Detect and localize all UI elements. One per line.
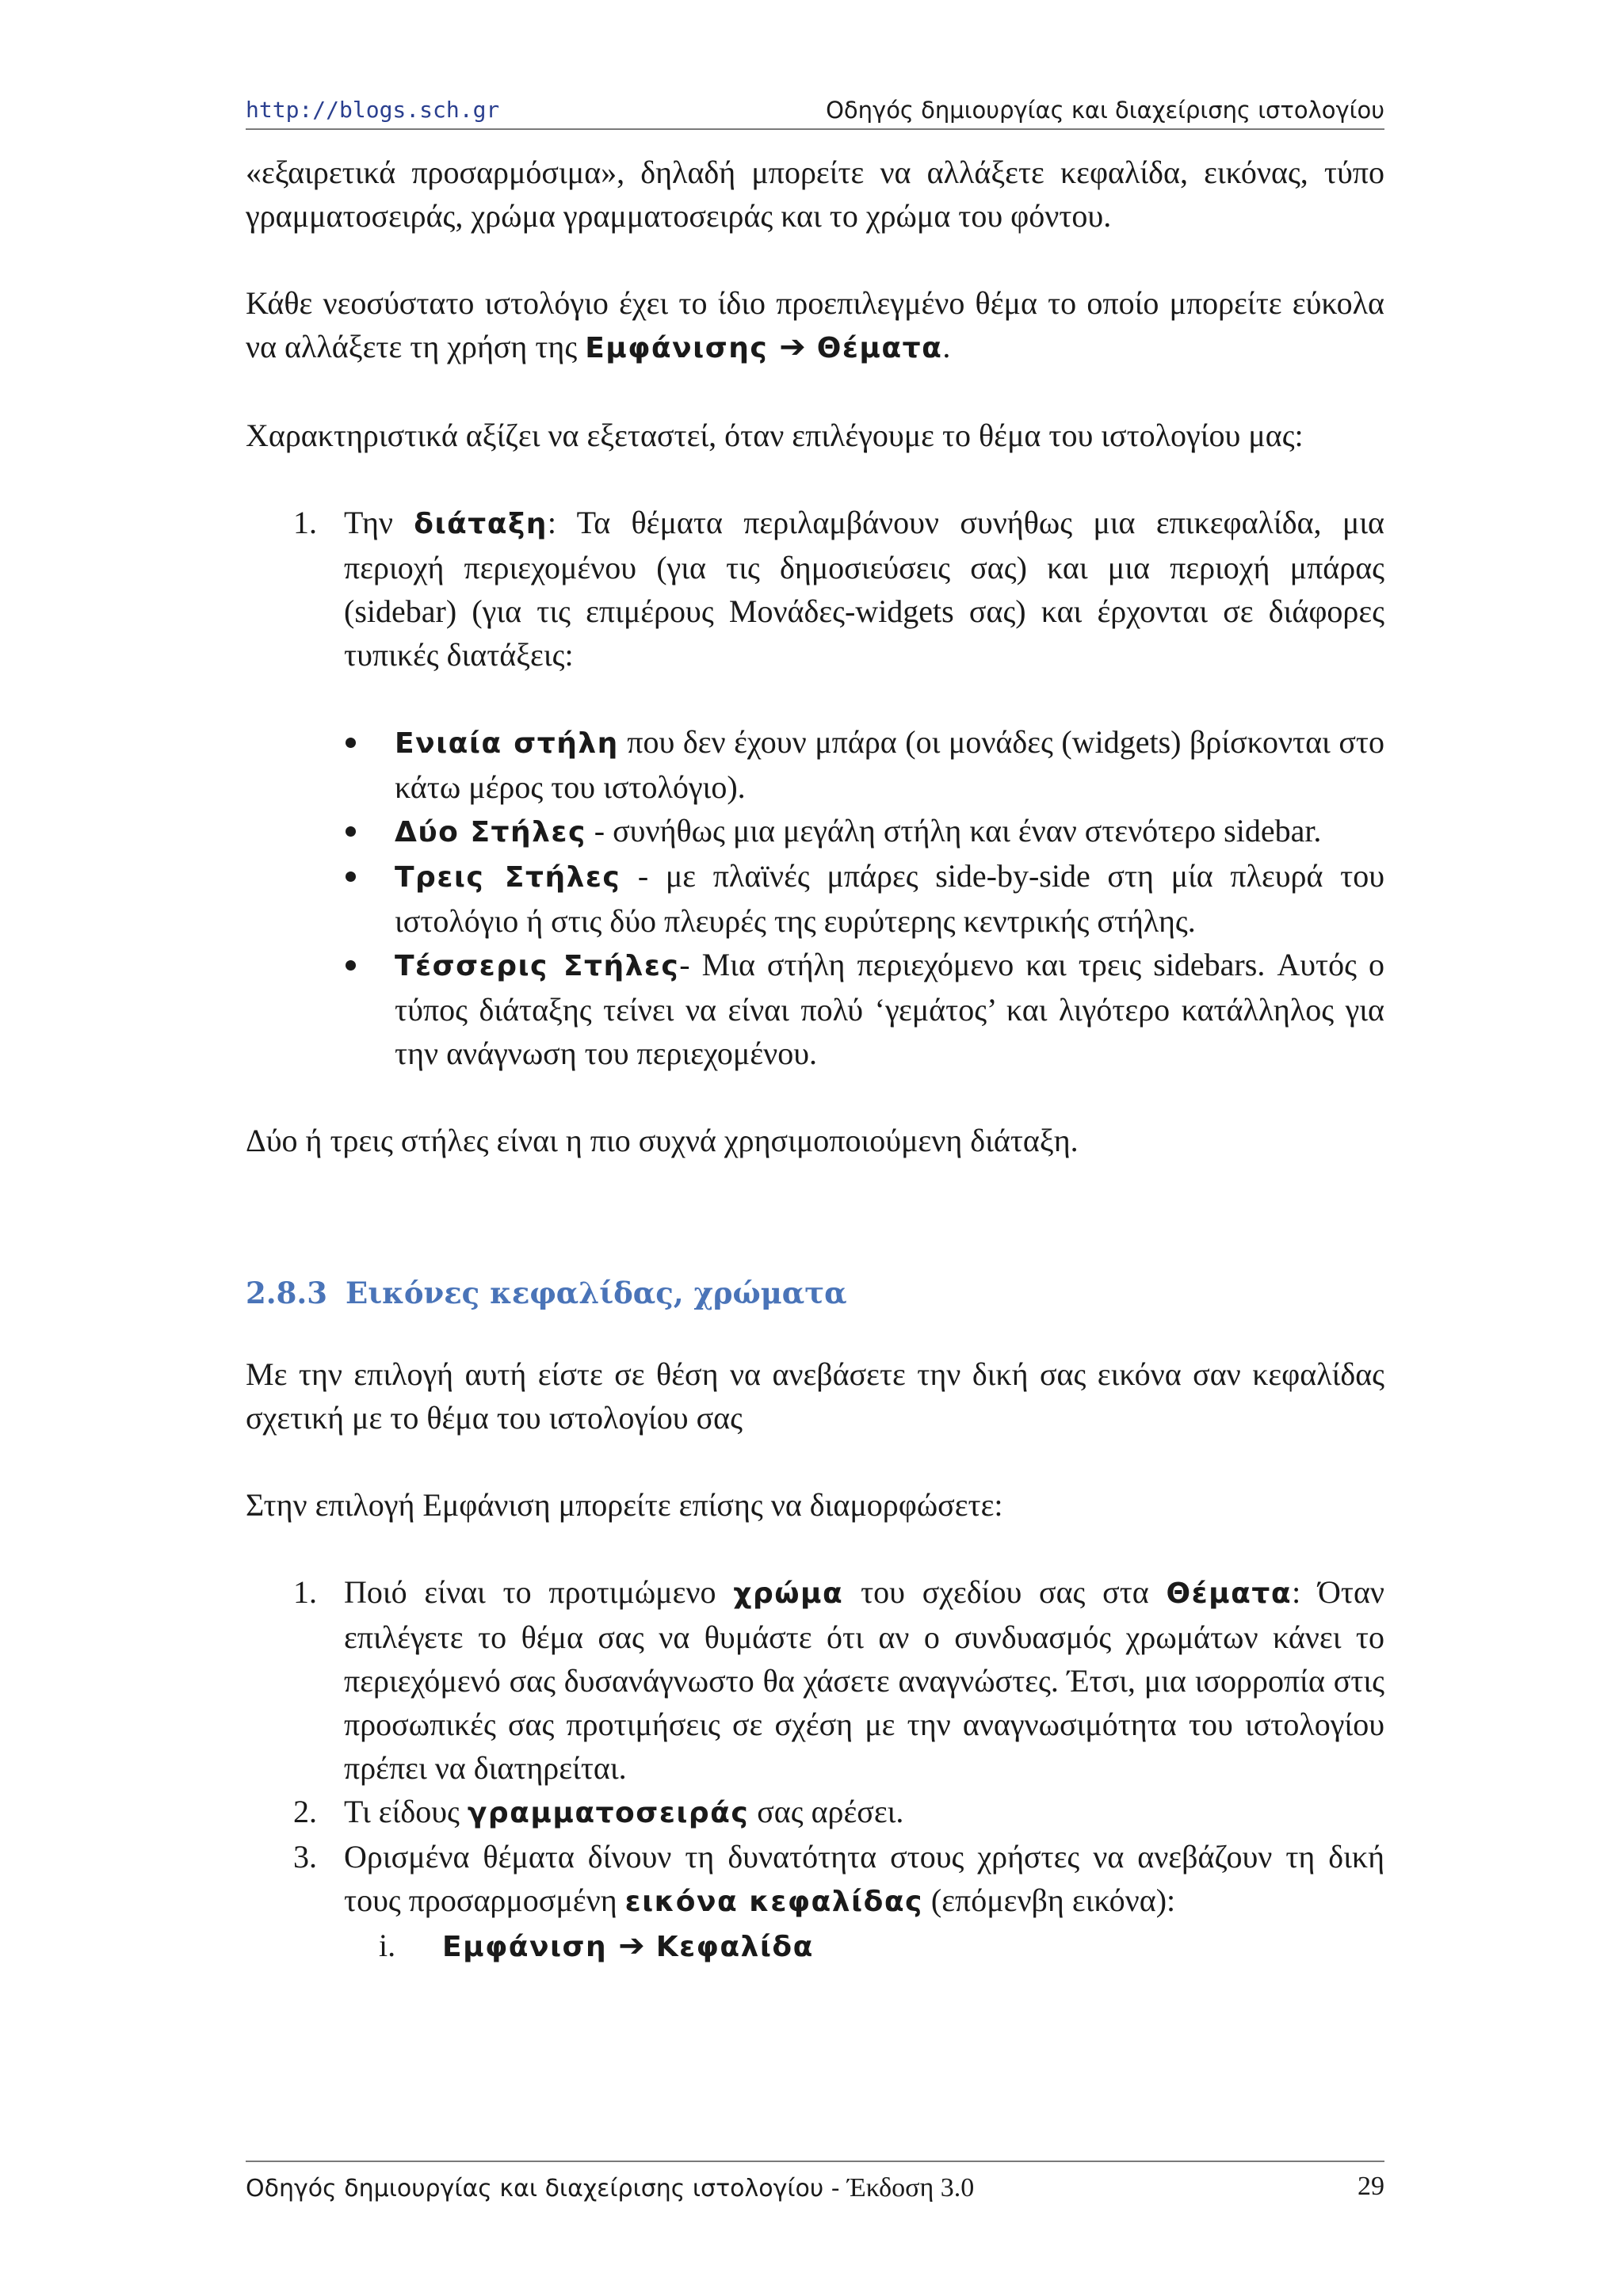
list-item-layout [293, 501, 1385, 677]
list-number: 2. [293, 1794, 317, 1829]
page-number: 29 [1358, 2172, 1384, 2201]
bullet-bold: Ενιαία στήλη [395, 727, 619, 760]
paragraph-default-theme-text: Κάθε νεοσύστατο ιστολόγιο έχει το ίδιο προεπιλεγμένο θέμα το οποίο μπορείτε εύκολα να αλλάξετε τη χρήση της [246, 285, 1384, 364]
bullet-bold: Τέσσερις Στήλες [395, 950, 680, 982]
ordered-list-layout [246, 501, 1384, 677]
arrow-right-icon: ➔ [779, 329, 806, 365]
bullet-item [395, 943, 1384, 1075]
menu-path-themes: Θέματα [816, 332, 943, 364]
section-number: 2.8.3 [246, 1276, 327, 1310]
paragraph-end: . [942, 329, 951, 364]
list-item-mid: του σχεδίου σας στα [843, 1574, 1167, 1610]
list-item-pre: Τι είδους [344, 1794, 468, 1829]
list-item-text: (επόμενβη εικόνα): [922, 1882, 1176, 1918]
bullet-icon [346, 871, 356, 882]
bullet-text: - με πλαϊνές μπάρες side-by-side στη μία πλευρά του ιστολόγιο ή στις δύο πλευρές της ευρύτερης κεντρικής στήλης. [395, 858, 1384, 939]
paragraph-appearance-options: Στην επιλογή Εμφάνιση μπορείτε επίσης να διαμορφώσετε: [246, 1487, 1003, 1523]
bullet-bold: Δύο Στήλες [395, 816, 586, 849]
paragraph-customizable: «εξαιρετικά προσαρμόσιμα», δηλαδή μπορείτε να αλλάξετε κεφαλίδα, εικόνας, τύπο γραμματοσειράς, χρώμα γραμματοσειράς και το χρώμα του φόντου. [246, 154, 1384, 234]
list-item-header-image [293, 1835, 1384, 1924]
list-item-bold: διάταξη [414, 508, 548, 540]
list-item-pre: Την [344, 505, 414, 540]
bullet-item [395, 720, 1384, 809]
paragraph-default-theme [246, 281, 1384, 370]
list-item-bold: Θέματα [1166, 1577, 1293, 1610]
bullet-text: που δεν έχουν μπάρα (οι μονάδες (widgets) βρίσκονται στο κάτω μέρος του ιστολόγιο). [395, 724, 1384, 805]
bullet-text: - Μια στήλη περιεχόμενο και τρεις sidebars. Αυτός ο τύπος διάταξης τείνει να είναι πολύ ‘γεμάτος’ και λιγότερο κατάλληλος για την ανάγνωση του περιεχομένου. [395, 947, 1384, 1071]
list-number: 3. [293, 1839, 317, 1875]
header-doc-title: Οδηγός δημιουργίας και διαχείρισης ιστολογίου [826, 97, 1384, 124]
page-header [246, 89, 1384, 130]
paragraph-characteristics: Χαρακτηριστικά αξίζει να εξεταστεί, όταν επιλέγουμε το θέμα του ιστολογίου μας: [246, 418, 1304, 453]
list-item-text: σας αρέσει. [749, 1794, 904, 1829]
list-item-font [293, 1790, 1384, 1835]
list-number: 1. [293, 1574, 317, 1610]
arrow-right-icon: ➔ [618, 1928, 645, 1964]
header-url-link[interactable]: http://blogs.sch.gr [246, 97, 500, 123]
list-item-bold: εικόνα κεφαλίδας [624, 1886, 923, 1918]
footer-title-text: Οδηγός δημιουργίας και διαχείρισης ιστολογίου - [246, 2175, 848, 2203]
list-item-bold: γραμματοσειράς [467, 1797, 750, 1829]
footer-version: Έκδοση 3.0 [847, 2173, 975, 2203]
bullet-icon [346, 738, 356, 748]
menu-path-header: Κεφαλίδα [655, 1931, 814, 1963]
paragraph-common-layout: Δύο ή τρεις στήλες είναι η πιο συχνά χρησιμοποιούμενη διάταξη. [246, 1123, 1079, 1158]
page-footer [246, 2161, 1384, 2210]
menu-path-appearance: Εμφάνιση [442, 1931, 608, 1963]
list-item-text: : Όταν επιλέγετε το θέμα σας να θυμάστε ότι αν ο συνδυασμός χρωμάτων κάνει το περιεχόμενό σας δυσανάγνωστο θα χάσετε αναγνώστες. Έτσι, μια ισορροπία στις προσωπικές σας προτιμήσεις σε σχέση με την αναγνωσιμότητα του ιστολογίου πρέπει να διατηρείται. [344, 1574, 1384, 1786]
section-heading [246, 1272, 1384, 1315]
bullet-item [395, 809, 1384, 854]
list-item-pre: Ορισμένα θέματα δίνουν τη δυνατότητα στους χρήστες να ανεβάζουν τη δική τους προσαρμοσμένη [344, 1839, 1384, 1918]
bullet-item [395, 854, 1384, 943]
ordered-list-options [246, 1570, 1384, 1924]
footer-doc-title [246, 2173, 974, 2203]
menu-path-appearance: Εμφάνισης [585, 332, 769, 364]
bullet-icon [346, 960, 356, 971]
list-number: 1. [293, 505, 317, 540]
sub-list-number: i. [379, 1928, 396, 1963]
paragraph-header-image: Με την επιλογή αυτή είστε σε θέση να ανεβάσετε την δική σας εικόνα σαν κεφαλίδας σχετική με το θέμα του ιστολογίου σας [246, 1356, 1384, 1436]
sub-list-item [246, 1924, 1384, 1969]
list-item-text: : Τα θέματα περιλαμβάνουν συνήθως μια επικεφαλίδα, μια περιοχή περιεχομένου (για τις δημοσιεύσεις σας) και μια περιοχή μπάρας (sidebar) (για τις επιμέρους Μονάδες-widgets σας) και έρχονται σε διάφορες τυπικές διατάξεις: [344, 505, 1385, 673]
bullet-bold: Τρεις Στήλες [395, 861, 621, 894]
section-title: Εικόνες κεφαλίδας, χρώματα [346, 1276, 847, 1310]
bullet-list-layouts [246, 720, 1384, 1075]
bullet-icon [346, 826, 356, 837]
list-item-color [293, 1570, 1384, 1790]
bullet-text: - συνήθως μια μεγάλη στήλη και έναν στενότερο sidebar. [586, 813, 1322, 849]
list-item-pre: Ποιό είναι το προτιμώμενο [344, 1574, 734, 1610]
page-content [246, 151, 1384, 1969]
list-item-bold: χρώμα [733, 1577, 844, 1610]
